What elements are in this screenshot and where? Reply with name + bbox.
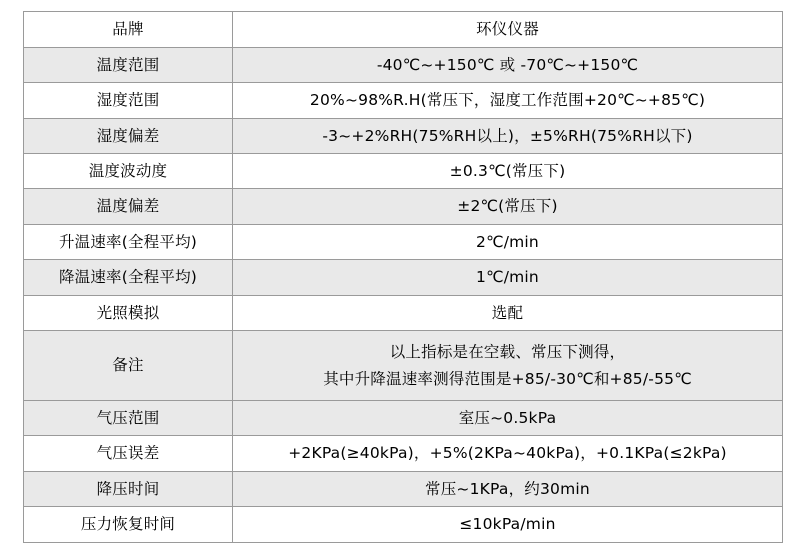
row-label: 降压时间 bbox=[24, 471, 233, 506]
row-value: ±0.3℃(常压下) bbox=[233, 153, 783, 188]
row-value: ≤10kPa/min bbox=[233, 507, 783, 542]
row-value: 1℃/min bbox=[233, 260, 783, 295]
specification-table bbox=[23, 11, 783, 543]
table-row bbox=[24, 189, 783, 224]
table-row bbox=[24, 295, 783, 330]
row-label: 备注 bbox=[24, 331, 233, 401]
row-value: 环仪仪器 bbox=[233, 12, 783, 47]
row-value: -3~+2%RH(75%RH以上)，±5%RH(75%RH以下) bbox=[233, 118, 783, 153]
row-label: 压力恢复时间 bbox=[24, 507, 233, 542]
table-row bbox=[24, 12, 783, 47]
row-label: 降温速率(全程平均) bbox=[24, 260, 233, 295]
table-row bbox=[24, 401, 783, 436]
table-row bbox=[24, 47, 783, 82]
row-value bbox=[233, 331, 783, 401]
table-row bbox=[24, 83, 783, 118]
row-value: 2℃/min bbox=[233, 224, 783, 259]
row-value: 20%~98%R.H(常压下，湿度工作范围+20℃~+85℃) bbox=[233, 83, 783, 118]
table-row bbox=[24, 153, 783, 188]
row-value: +2KPa(≥40kPa)，+5%(2KPa~40kPa)，+0.1KPa(≤2kPa) bbox=[233, 436, 783, 471]
row-label: 气压范围 bbox=[24, 401, 233, 436]
table-body bbox=[24, 12, 783, 543]
table-row bbox=[24, 224, 783, 259]
row-value: 常压~1KPa，约30min bbox=[233, 471, 783, 506]
table-row bbox=[24, 436, 783, 471]
row-label: 温度范围 bbox=[24, 47, 233, 82]
table-row bbox=[24, 118, 783, 153]
row-label: 湿度偏差 bbox=[24, 118, 233, 153]
row-label: 光照模拟 bbox=[24, 295, 233, 330]
row-label: 品牌 bbox=[24, 12, 233, 47]
row-value-line: 其中升降温速率测得范围是+85/-30℃和+85/-55℃ bbox=[323, 369, 692, 388]
table-row bbox=[24, 260, 783, 295]
row-label: 温度波动度 bbox=[24, 153, 233, 188]
row-label: 湿度范围 bbox=[24, 83, 233, 118]
table-row bbox=[24, 331, 783, 401]
table-row bbox=[24, 507, 783, 542]
row-value: ±2℃(常压下) bbox=[233, 189, 783, 224]
row-value: -40℃~+150℃ 或 -70℃~+150℃ bbox=[233, 47, 783, 82]
row-value: 选配 bbox=[233, 295, 783, 330]
row-label: 温度偏差 bbox=[24, 189, 233, 224]
row-label: 气压误差 bbox=[24, 436, 233, 471]
row-value: 室压~0.5kPa bbox=[233, 401, 783, 436]
row-label: 升温速率(全程平均) bbox=[24, 224, 233, 259]
row-value-line: 以上指标是在空载、常压下测得， bbox=[389, 343, 626, 362]
table-row bbox=[24, 471, 783, 506]
